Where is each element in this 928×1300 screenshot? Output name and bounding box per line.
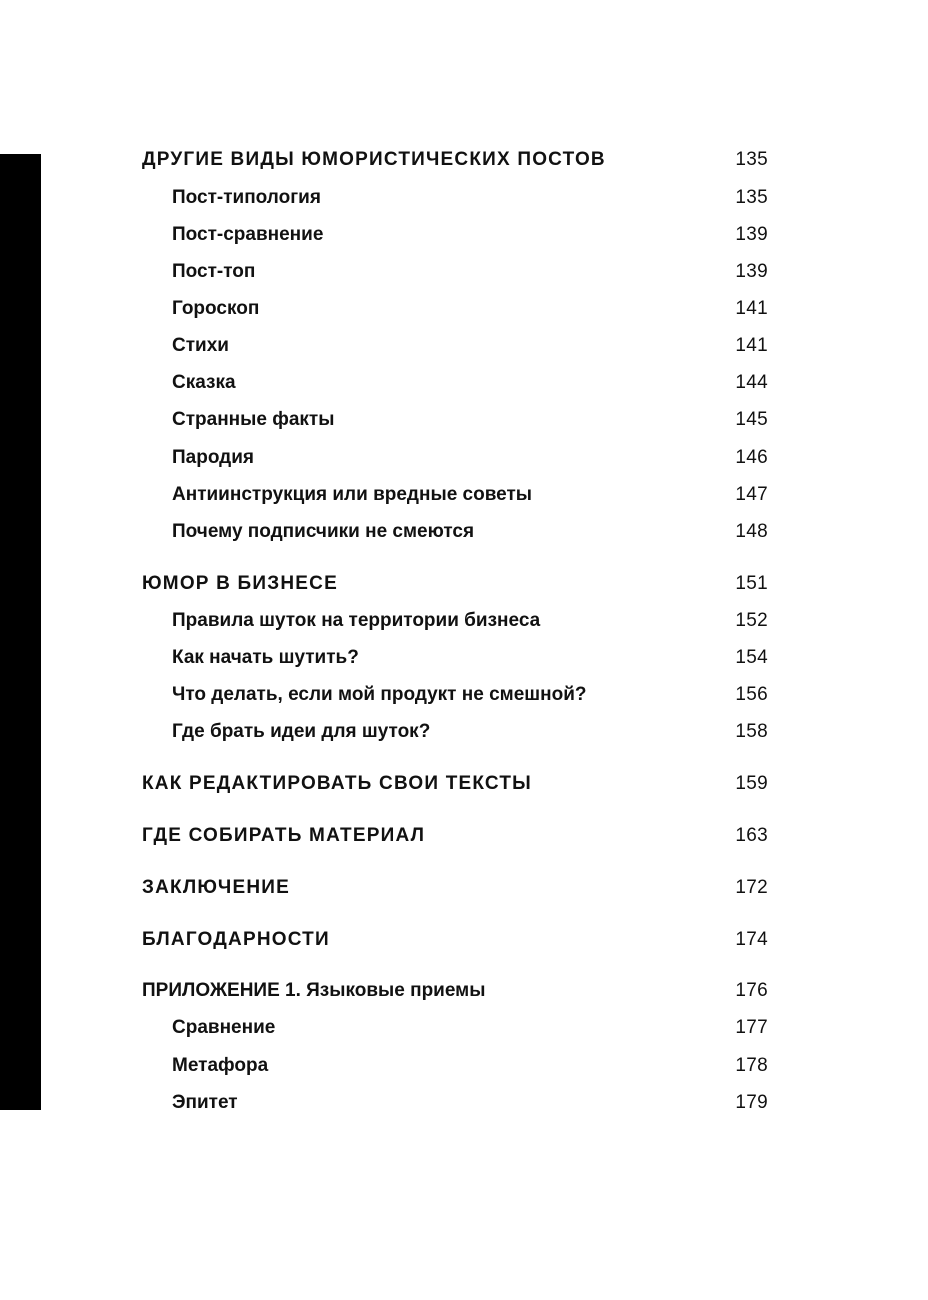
- toc-chapter-row[interactable]: [142, 875, 768, 901]
- toc-section-row[interactable]: [172, 1090, 768, 1116]
- toc-entry-page: 146: [735, 447, 768, 468]
- toc-entry-title: Эпитет: [172, 1092, 238, 1113]
- toc-entry-title: Пост-сравнение: [172, 224, 324, 245]
- toc-entry-title: ПРИЛОЖЕНИЕ 1. Языковые приемы: [142, 980, 486, 1001]
- toc-section-row[interactable]: [172, 407, 768, 433]
- toc-section-row[interactable]: [172, 519, 768, 545]
- toc-entry-title: ЗАКЛЮЧЕНИЕ: [142, 877, 290, 898]
- toc-entry-page: 147: [735, 484, 768, 505]
- toc-entry-title: КАК РЕДАКТИРОВАТЬ СВОИ ТЕКСТЫ: [142, 773, 532, 794]
- toc-entry-page: 176: [735, 980, 768, 1001]
- toc-entry-title: Стихи: [172, 335, 229, 356]
- toc-entry-title: Пост-типология: [172, 187, 321, 208]
- toc-entry-page: 179: [735, 1092, 768, 1113]
- toc-appendix-row[interactable]: [142, 978, 768, 1004]
- toc-chapter-row[interactable]: [142, 571, 768, 597]
- toc-entry-title: Сравнение: [172, 1017, 276, 1038]
- toc-entry-title: Гороскоп: [172, 298, 260, 319]
- toc-entry-title: Пародия: [172, 447, 255, 468]
- toc-entry-page: 139: [735, 261, 768, 282]
- toc-entry-title: Антиинструкция или вредные советы: [172, 484, 532, 505]
- toc-section-row[interactable]: [172, 608, 768, 634]
- toc-section-row[interactable]: [172, 645, 768, 671]
- toc-entry-page: 148: [735, 521, 768, 542]
- toc-entry-title: Где брать идеи для шуток?: [172, 721, 431, 742]
- toc-entry-title: Правила шуток на территории бизнеса: [172, 610, 541, 631]
- toc-section-row[interactable]: [172, 185, 768, 211]
- toc-entry-page: 174: [735, 929, 768, 950]
- toc-entry-title: БЛАГОДАРНОСТИ: [142, 929, 330, 950]
- toc-section-row[interactable]: [172, 1015, 768, 1041]
- toc-chapter-row[interactable]: [142, 147, 768, 173]
- toc-entry-title: ГДЕ СОБИРАТЬ МАТЕРИАЛ: [142, 825, 426, 846]
- toc-entry-title: ДРУГИЕ ВИДЫ ЮМОРИСТИЧЕСКИХ ПОСТОВ: [142, 149, 606, 170]
- toc-section-row[interactable]: [172, 482, 768, 508]
- toc-entry-page: 158: [735, 721, 768, 742]
- toc-section-row[interactable]: [172, 259, 768, 285]
- toc-entry-page: 159: [735, 773, 768, 794]
- toc-section-row[interactable]: [172, 222, 768, 248]
- toc-entry-title: ЮМОР В БИЗНЕСЕ: [142, 573, 338, 594]
- toc-entry-page: 178: [735, 1055, 768, 1076]
- toc-chapter-row[interactable]: [142, 771, 768, 797]
- toc-entry-title: Метафора: [172, 1055, 269, 1076]
- toc-section-row[interactable]: [172, 682, 768, 708]
- toc-entry-page: 156: [735, 684, 768, 705]
- toc-entry-title: Как начать шутить?: [172, 647, 359, 668]
- toc-entry-title: Что делать, если мой продукт не смешной?: [172, 684, 587, 705]
- toc-section-row[interactable]: [172, 1053, 768, 1079]
- toc-entry-page: 141: [735, 298, 768, 319]
- toc-entry-page: 145: [735, 409, 768, 430]
- toc-chapter-row[interactable]: [142, 927, 768, 953]
- toc-entry-page: 177: [735, 1017, 768, 1038]
- toc-entry-page: 172: [735, 877, 768, 898]
- toc-entry-page: 139: [735, 224, 768, 245]
- toc-entry-page: 152: [735, 610, 768, 631]
- toc-section-row[interactable]: [172, 719, 768, 745]
- toc-entry-page: 135: [735, 149, 768, 170]
- toc-chapter-row[interactable]: [142, 823, 768, 849]
- toc-entry-title: Странные факты: [172, 409, 335, 430]
- toc-section-row[interactable]: [172, 296, 768, 322]
- toc-entry-title: Почему подписчики не смеются: [172, 521, 475, 542]
- toc-entry-title: Пост-топ: [172, 261, 256, 282]
- toc-entry-page: 154: [735, 647, 768, 668]
- toc-entry-page: 144: [735, 372, 768, 393]
- toc-entry-title: Сказка: [172, 372, 236, 393]
- toc-section-row[interactable]: [172, 370, 768, 396]
- toc-entry-page: 163: [735, 825, 768, 846]
- toc-section-row[interactable]: [172, 333, 768, 359]
- toc-entry-page: 141: [735, 335, 768, 356]
- toc-section-row[interactable]: [172, 445, 768, 471]
- toc-entry-page: 135: [735, 187, 768, 208]
- toc-entry-page: 151: [735, 573, 768, 594]
